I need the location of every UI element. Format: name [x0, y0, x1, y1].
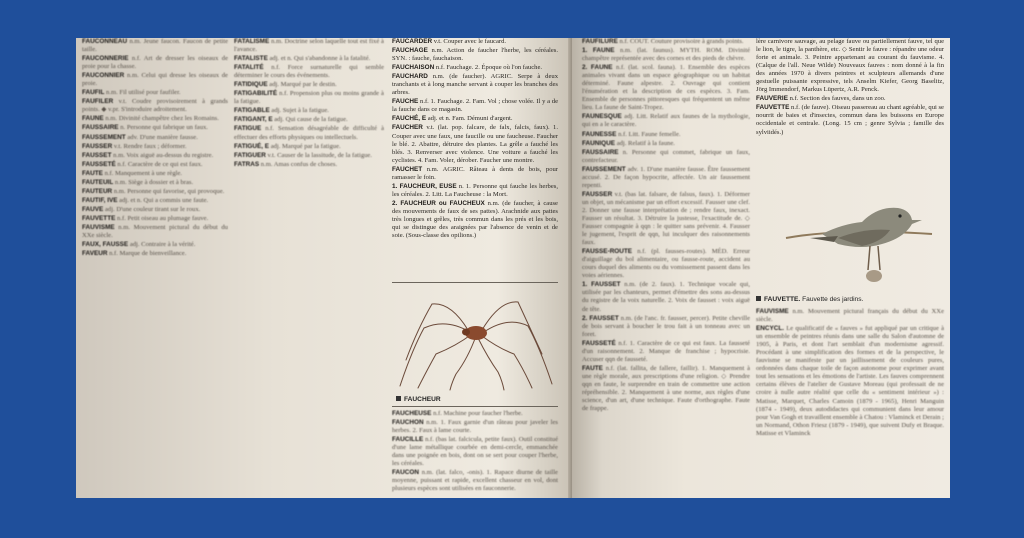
entry-headword: FAUTIF, IVE — [82, 196, 118, 204]
entry-definition: Le qualificatif de « fauves » fut appliqué par un critique à un ensemble de peintres réunis dans une salle du Salon d'automne de 1905, à Paris, et dont l'art semblait d'un modernisme agressif. Procédant à une simplification des formes et de la perspective, le fauvisme se manifeste par un jaillissement de couleurs pures, ordonnées dans chaque toile de façon autonome pour exprimer avant tout les sensations et les émotions de l'artiste. Les fauves comprennent certains élèves de l'atelier de Gustave Moreau (qui professait de ne croire à nulle autre réalité que celle du « sentiment intérieur ») : Matisse, Marquet, Charles Camoin (1879 - 1965), Henri Manguin (1874 - 1949), deux autodidactes qui communient dans leur amour pour Van Gogh et travaillent ensemble à Chatou : Vlaminck et Derain ; un Normand, Othon Friesz (1879 - 1949), que suivent Dufy et Braque. Matisse et Vlaminck — [756, 325, 944, 437]
dictionary-entry — [392, 73, 558, 97]
entry-definition: n.f. (de fauve). Oiseau passereau au chant agréable, qui se nourrit de baies et d'insectes, commun dans les buissons en Europe occidentale et centrale. (Long. 15 cm ; genre Sylvia ; famille des sylviidés.) — [756, 104, 944, 136]
entry-definition: adj. Sujet à la fatigue. — [271, 107, 329, 115]
entry-definition: adj. D'une couleur tirant sur le roux. — [104, 205, 201, 213]
entry-definition: adj. Contraire à la vérité. — [129, 241, 196, 249]
entry-definition: n.m. Doctrine selon laquelle tout est fixé à l'avance. — [234, 38, 384, 54]
entry-headword: FAUSSEMENT — [582, 165, 626, 173]
entry-headword: FATALITÉ — [234, 64, 264, 72]
entry-definition: n.m. AGRIC. Râteau à dents de bois, pour ramasser le foin. — [392, 165, 558, 181]
dictionary-entry — [82, 197, 228, 205]
dictionary-photo — [76, 38, 950, 498]
entry-headword: 1. FAUSSET — [582, 281, 621, 289]
entry-definition: adv. 1. D'une manière fausse. Être faussement accusé. 2. De façon hypocrite, affectée. Un air faussement repenti. — [582, 165, 750, 189]
entry-headword: FAVEUR — [82, 250, 108, 258]
dictionary-entry — [392, 115, 558, 123]
dictionary-entry — [756, 38, 944, 94]
dictionary-entry — [82, 38, 228, 54]
entry-definition: n.f. (lat. scol. fauna). 1. Ensemble des espèces animales vivant dans un espace géographique ou un habitat déterminé. Faune alpestre. 2. Ouvrage qui contient l'énumération et la description de ces espèces. 3. Fam. Ensemble de personnes pittoresques qui fréquentent un même lieu. La faune de Saint-Tropez. — [582, 64, 750, 112]
faucheur-illustration — [396, 288, 556, 393]
entry-definition: adj. et n. Fam. Démuni d'argent. — [427, 115, 513, 123]
entry-headword: FAUCONNEAU — [82, 38, 128, 45]
entry-definition: adv. D'une manière fausse. — [127, 133, 198, 141]
entry-headword: FATIGANT, E — [234, 116, 273, 124]
entry-headword: FAUCONNIER — [82, 72, 125, 80]
entry-headword: FAUVERIE — [756, 95, 788, 103]
entry-headword: FAUVETTE — [82, 214, 116, 222]
entry-definition: n. Personne qui fabrique un faux. — [120, 124, 208, 132]
caption-square-icon — [396, 396, 401, 401]
entry-definition: n.f. Force surnaturelle qui semble déterminer le cours des événements. — [234, 64, 384, 80]
entry-headword: FAUVISME — [82, 223, 115, 231]
entry-definition: n.f. Machine pour faucher l'herbe. — [433, 410, 523, 417]
entry-definition: adj. et n. Qui s'abandonne à la fatalité. — [269, 55, 371, 63]
entry-definition: n.m. (de 2. faux). 1. Technique vocale qui, utilisée par les chanteurs, permet d'émettre des sons au-dessus du registre de la voix naturelle. 2. Voix de fausset : voix aiguë de tête. — [582, 281, 750, 313]
entry-headword: FAUNE — [82, 115, 104, 123]
dictionary-entry — [234, 143, 384, 151]
entry-definition: n.f. 1. Fauchage. 2. Fam. Vol ; chose volée. Il y a de la fauche dans ce magasin. — [392, 98, 558, 114]
entry-headword: FAUSSER — [582, 190, 613, 198]
dictionary-entry — [82, 170, 228, 178]
entry-definition: lère carnivore sauvage, au pelage fauve ou partiellement fauve, tel que le lion, le tigre, la panthère, etc. ◇ Sentir le fauve : répandre une odeur forte et animale. 3. Peintre appartenant au courant du fauvisme. 4. (Calque de l'all. Neue Wilde) Nouveaux fauves : nom donné à la fin des années 1970 à divers peintres et sculpteurs allemands d'une gestuelle puissante expressive, tels Anselm Kiefer, Georg Baselitz, Jörg Immendorf, Markus Lüpertz, A.R. Penck. — [756, 38, 944, 94]
entry-headword: FAUNESQUE — [582, 113, 622, 121]
entry-headword: FAUSSETÉ — [582, 339, 616, 347]
entry-headword: FAUVISME — [756, 308, 789, 315]
dictionary-entry — [234, 107, 384, 115]
entry-definition: adj. Qui cause de la fatigue. — [274, 116, 348, 124]
entry-definition: n.m. (de faucher, à cause des mouvements de faux de ses pattes). Arachnide aux pattes très longues et grêles, très commun dans les prés et les bois, qui se distingue des araignées par l'absence de venin et de soie. (Sous-classe des opilions.) — [392, 199, 558, 240]
dictionary-entry — [756, 325, 944, 438]
entry-definition: n.f. Sensation désagréable de difficulté à effectuer des efforts physiques ou intellectuels. — [234, 125, 384, 141]
entry-definition: n.m. (lat. faunus). MYTH. ROM. Divinité champêtre représentée avec des cornes et des pieds de chèvre. — [582, 47, 750, 63]
dictionary-entry — [756, 95, 944, 103]
faucheur-caption — [396, 396, 441, 403]
dictionary-entry — [82, 179, 228, 187]
entry-definition: adj. et n. Qui a commis une faute. — [119, 196, 209, 204]
entry-headword: FATIGUÉ, E — [234, 142, 270, 150]
entry-definition: n.m. Jeune faucon. Faucon de petite taille. — [82, 38, 228, 54]
entry-definition: n.m. Amas confus de choses. — [260, 160, 338, 168]
dictionary-entry — [82, 215, 228, 223]
dictionary-entry — [82, 89, 228, 97]
dictionary-entry — [582, 131, 750, 139]
dictionary-entry — [82, 224, 228, 240]
entry-headword: FAUCHET — [392, 165, 423, 173]
dictionary-entry — [756, 308, 944, 324]
entry-headword: FAUTEUIL — [82, 178, 114, 186]
entry-definition: n.f. Caractère de ce qui est faux. — [117, 160, 203, 168]
entry-definition: n.m. Siège à dossier et à bras. — [114, 178, 194, 186]
dictionary-entry — [234, 90, 384, 106]
dictionary-entry — [392, 124, 558, 164]
dictionary-entry — [582, 47, 750, 63]
dictionary-entry — [82, 134, 228, 142]
entry-headword: 1. FAUCHEUR, EUSE — [392, 182, 457, 190]
dictionary-entry — [392, 64, 558, 72]
dictionary-entry — [234, 38, 384, 54]
entry-headword: 2. FAUNE — [582, 64, 613, 72]
entry-definition: n.f. Fauchage. 2. Époque où l'on fauche. — [435, 64, 543, 72]
dictionary-entry — [392, 436, 558, 468]
left-column-3 — [392, 38, 558, 278]
dictionary-entry — [582, 191, 750, 247]
entry-definition: n.f. Section des fauves, dans un zoo. — [789, 95, 886, 103]
dictionary-entry — [82, 115, 228, 123]
dictionary-entry — [234, 161, 384, 169]
entry-headword: FAUCILLE — [392, 436, 424, 444]
entry-definition: n.f. (bas lat. falcicula, petite faux). Outil constitué d'une lame métallique courbée en demi-cercle, emmanchée dans une poignée en bois, dont on se sert pour couper l'herbe, les céréales. — [392, 436, 558, 468]
entry-headword: FAUCHAISON — [392, 64, 435, 72]
fauvette-caption — [756, 296, 863, 303]
entry-definition: n.f. (lat. fallita, de fallere, faillir). 1. Manquement à une règle morale, aux prescriptions d'une religion. ◇ Prendre qqn en faute, le surprendre en train de commettre une action répréhensible. 2. Manquement à une norme, aux règles d'une science, d'un art, d'une technique. Faute d'orthographe. Faute de frappe. — [582, 364, 750, 413]
dictionary-entry — [582, 248, 750, 280]
dictionary-entry — [82, 124, 228, 132]
entry-definition: v.t. Couper avec le faucard. — [433, 38, 507, 45]
entry-definition: n.f. 1. Caractère de ce qui est faux. La fausseté d'un raisonnement. 2. Manque de franchise ; hypocrisie. Accuser qqn de fausseté. — [582, 339, 750, 363]
right-column-2-bottom — [756, 308, 944, 498]
entry-headword: FATRAS — [234, 160, 260, 168]
fauvette-caption-title: FAUVETTE. — [764, 296, 801, 303]
entry-headword: FAUCHÉ, E — [392, 115, 427, 123]
dictionary-entry — [582, 38, 750, 46]
entry-headword: FAUNESSE — [582, 130, 617, 138]
entry-headword: FAUCON — [392, 469, 419, 477]
entry-definition: adj. Litt. Relatif aux faunes de la mythologie, qui en a le caractère. — [582, 113, 750, 129]
entry-definition: adj. Marqué par le destin. — [269, 81, 337, 89]
right-page — [572, 38, 950, 498]
dictionary-entry — [582, 281, 750, 313]
entry-headword: FAUSSE-ROUTE — [582, 248, 633, 256]
dictionary-entry — [82, 143, 228, 151]
dictionary-entry — [392, 47, 558, 63]
caption-square-icon-2 — [756, 296, 761, 301]
dictionary-entry — [392, 98, 558, 114]
entry-headword: FAUSSET — [82, 151, 112, 159]
left-column-3-bottom — [392, 410, 558, 498]
entry-definition: n.f. Art de dresser les oiseaux de proie pour la chasse. — [82, 55, 228, 71]
entry-headword: FAUSSER — [82, 142, 113, 150]
entry-definition: n.f. Litt. Faune femelle. — [618, 130, 681, 138]
entry-definition: adj. Relatif à la faune. — [616, 139, 675, 147]
dictionary-entry — [392, 166, 558, 182]
entry-definition: n.m. Divinité champêtre chez les Romains. — [105, 115, 219, 123]
entry-definition: n.f. Propension plus ou moins grande à la fatigue. — [234, 90, 384, 106]
entry-headword: FAUCHON — [392, 419, 424, 427]
entry-headword: FAUSSEMENT — [82, 133, 126, 141]
left-page — [76, 38, 572, 498]
entry-definition: n.m. Mouvement pictural du début du XXe siècle. — [82, 223, 228, 240]
entry-definition: v.t. Causer de la lassitude, de la fatigue. — [267, 151, 372, 159]
entry-headword: FAUCHE — [392, 98, 419, 106]
dictionary-entry — [82, 188, 228, 196]
dictionary-entry — [582, 149, 750, 165]
entry-headword: FAUTEUR — [82, 187, 113, 195]
entry-definition: n.m. Action de faucher l'herbe, les céréales. SYN. : fauche, fauchaison. — [392, 47, 558, 63]
entry-headword: FAUCARDER — [392, 38, 433, 45]
dictionary-entry — [82, 152, 228, 160]
entry-definition: n.f. Marque de bienveillance. — [109, 250, 187, 258]
entry-definition: n.m. Mouvement pictural français du début du XXe siècle. — [756, 308, 944, 324]
entry-headword: FAUSSETÉ — [82, 160, 116, 168]
illustration-rule-bottom — [392, 406, 558, 407]
dictionary-entry — [392, 419, 558, 435]
dictionary-entry — [392, 410, 558, 418]
entry-definition: n.m. (de faucher). AGRIC. Serpe à deux tranchants et à long manche servant à couper les branches des arbres. — [392, 73, 558, 97]
entry-headword: FAUCHER — [392, 124, 423, 132]
dictionary-entry — [392, 469, 558, 493]
dictionary-entry — [82, 55, 228, 71]
entry-definition: v.t. Coudre provisoirement à grands points. ◆ v.pr. S'introduire adroitement. — [82, 98, 228, 114]
dictionary-entry — [82, 241, 228, 249]
entry-headword: FATIGUE — [234, 125, 262, 133]
entry-definition: adj. Marqué par la fatigue. — [270, 142, 341, 150]
entry-headword: ENCYCL. — [756, 325, 785, 333]
dictionary-entry — [234, 152, 384, 160]
entry-headword: FAUFILURE — [582, 38, 618, 45]
entry-headword: FAUCHAGE — [392, 47, 428, 55]
entry-headword: FAUSSAIRE — [582, 148, 619, 156]
left-column-1 — [82, 38, 228, 498]
dictionary-entry — [82, 98, 228, 114]
entry-definition: n.m. Voix aiguë au-dessus du registre. — [113, 151, 214, 159]
faucheur-caption-text: FAUCHEUR — [404, 396, 441, 403]
dictionary-entry — [582, 140, 750, 148]
dictionary-entry — [234, 125, 384, 141]
entry-headword: FATIGUER — [234, 151, 266, 159]
illustration-rule — [392, 282, 558, 283]
dictionary-entry — [582, 113, 750, 129]
dictionary-entry — [582, 315, 750, 339]
dictionary-entry — [82, 250, 228, 258]
entry-headword: FAUVETTE — [756, 104, 790, 112]
dictionary-entry — [82, 72, 228, 88]
entry-definition: n.f. Petit oiseau au plumage fauve. — [117, 214, 209, 222]
dictionary-entry — [582, 64, 750, 112]
entry-definition: n.f. COUT. Couture provisoire à grands points. — [619, 38, 744, 45]
dictionary-entry — [234, 55, 384, 63]
dictionary-entry — [234, 64, 384, 80]
entry-definition: v.t. (bas lat. falsare, de falsus, faux). 1. Déformer un objet, un mécanisme par un effort excessif. Fausser une clef. 2. Donner une fausse interprétation de ; rendre faux, inexact. Fausser un résultat. 3. Détruire la justesse, l'exactitude de. ◇ Fausser compagnie à qqn : le quitter sans prévenir. 4. Fausser le jugement, l'esprit de qqn, lui inculquer des raisonnements faux. — [582, 190, 750, 247]
entry-definition: n.m. Fil utilisé pour faufiler. — [106, 89, 181, 97]
fauvette-caption-sub: Fauvette des jardins. — [802, 296, 864, 303]
entry-headword: FAUNIQUE — [582, 139, 616, 147]
entry-headword: FAUFIL — [82, 89, 105, 97]
dictionary-entry — [234, 81, 384, 89]
entry-definition: n.m. (lat. falco, -onis). 1. Rapace diurne de taille moyenne, puissant et rapide, excellent chasseur en vol, dont plusieurs espèces sont utilisées en fauconnerie. — [392, 469, 558, 493]
entry-definition: n. Personne qui commet, fabrique un faux, contrefacteur. — [582, 148, 750, 164]
entry-headword: FATALISME — [234, 38, 270, 45]
entry-headword: FAUX, FAUSSE — [82, 241, 129, 249]
entry-headword: FAUCHEUSE — [392, 410, 432, 417]
entry-headword: FAUSSAIRE — [82, 124, 119, 132]
entry-definition: n.m. Personne qui favorise, qui provoque. — [113, 187, 225, 195]
entry-definition: v.t. Rendre faux ; déformer. — [113, 142, 187, 150]
entry-headword: FATIGABLE — [234, 107, 270, 115]
dictionary-entry — [756, 104, 944, 136]
right-column-2 — [756, 38, 944, 198]
dictionary-entry — [582, 365, 750, 413]
entry-definition: n. 1. Personne qui fauche les herbes, les céréales. 2. Litt. La Faucheuse : la Mort. — [392, 182, 558, 198]
entry-headword: FATIGABILITÉ — [234, 90, 278, 98]
entry-headword: FAUCHARD — [392, 73, 428, 81]
entry-headword: FAUFILER — [82, 98, 114, 106]
right-column-1 — [582, 38, 750, 498]
entry-definition: n.f. (pl. fausses-routes). MÉD. Erreur d'aiguillage du bol alimentaire, ou fausse-route, accident au cours duquel des aliments ou du vomissement passent dans les voies aériennes. — [582, 248, 750, 280]
dictionary-entry — [582, 166, 750, 190]
entry-headword: FATALISTE — [234, 55, 268, 63]
entry-definition: v.t. (lat. pop. falcare, de falx, falcis, faux). 1. Couper avec une faux, une faucille ou une faucheuse. Faucher le blé. 2. Abattre, détruire des plantes. La grêle a fauché les blés. 3. Renverser avec violence. Une voiture a fauché les cyclistes. 4. Fam. Voler, dérober. Faucher une montre. — [392, 124, 558, 164]
entry-headword: 1. FAUNE — [582, 47, 615, 55]
dictionary-entry — [82, 206, 228, 214]
entry-headword: FAUTE — [82, 169, 103, 177]
fauvette-illustration — [782, 198, 942, 288]
dictionary-entry — [392, 183, 558, 199]
dictionary-entry — [234, 116, 384, 124]
dictionary-entry — [392, 38, 558, 46]
entry-headword: 2. FAUSSET — [582, 314, 619, 322]
entry-definition: n.m. (de l'anc. fr. fausser, percer). Petite cheville de bois servant à boucher le trou fait à un tonneau avec un foret. — [582, 314, 750, 338]
entry-headword: 2. FAUCHEUR ou FAUCHEUX — [392, 199, 485, 207]
entry-headword: FAUCONNERIE — [82, 55, 129, 63]
dictionary-entry — [82, 161, 228, 169]
entry-headword: FATIDIQUE — [234, 81, 268, 89]
entry-definition: n.m. Celui qui dresse les oiseaux de proie. — [82, 72, 228, 88]
entry-headword: FAUTE — [582, 364, 603, 372]
entry-definition: n.m. 1. Faux garnie d'un râteau pour javeler les herbes. 2. Faux à lame courte. — [392, 419, 558, 435]
entry-definition: n.f. Manquement à une règle. — [104, 169, 183, 177]
dictionary-entry — [582, 340, 750, 364]
left-column-2 — [234, 38, 384, 498]
entry-headword: FAUVE — [82, 205, 104, 213]
dictionary-entry — [392, 200, 558, 240]
